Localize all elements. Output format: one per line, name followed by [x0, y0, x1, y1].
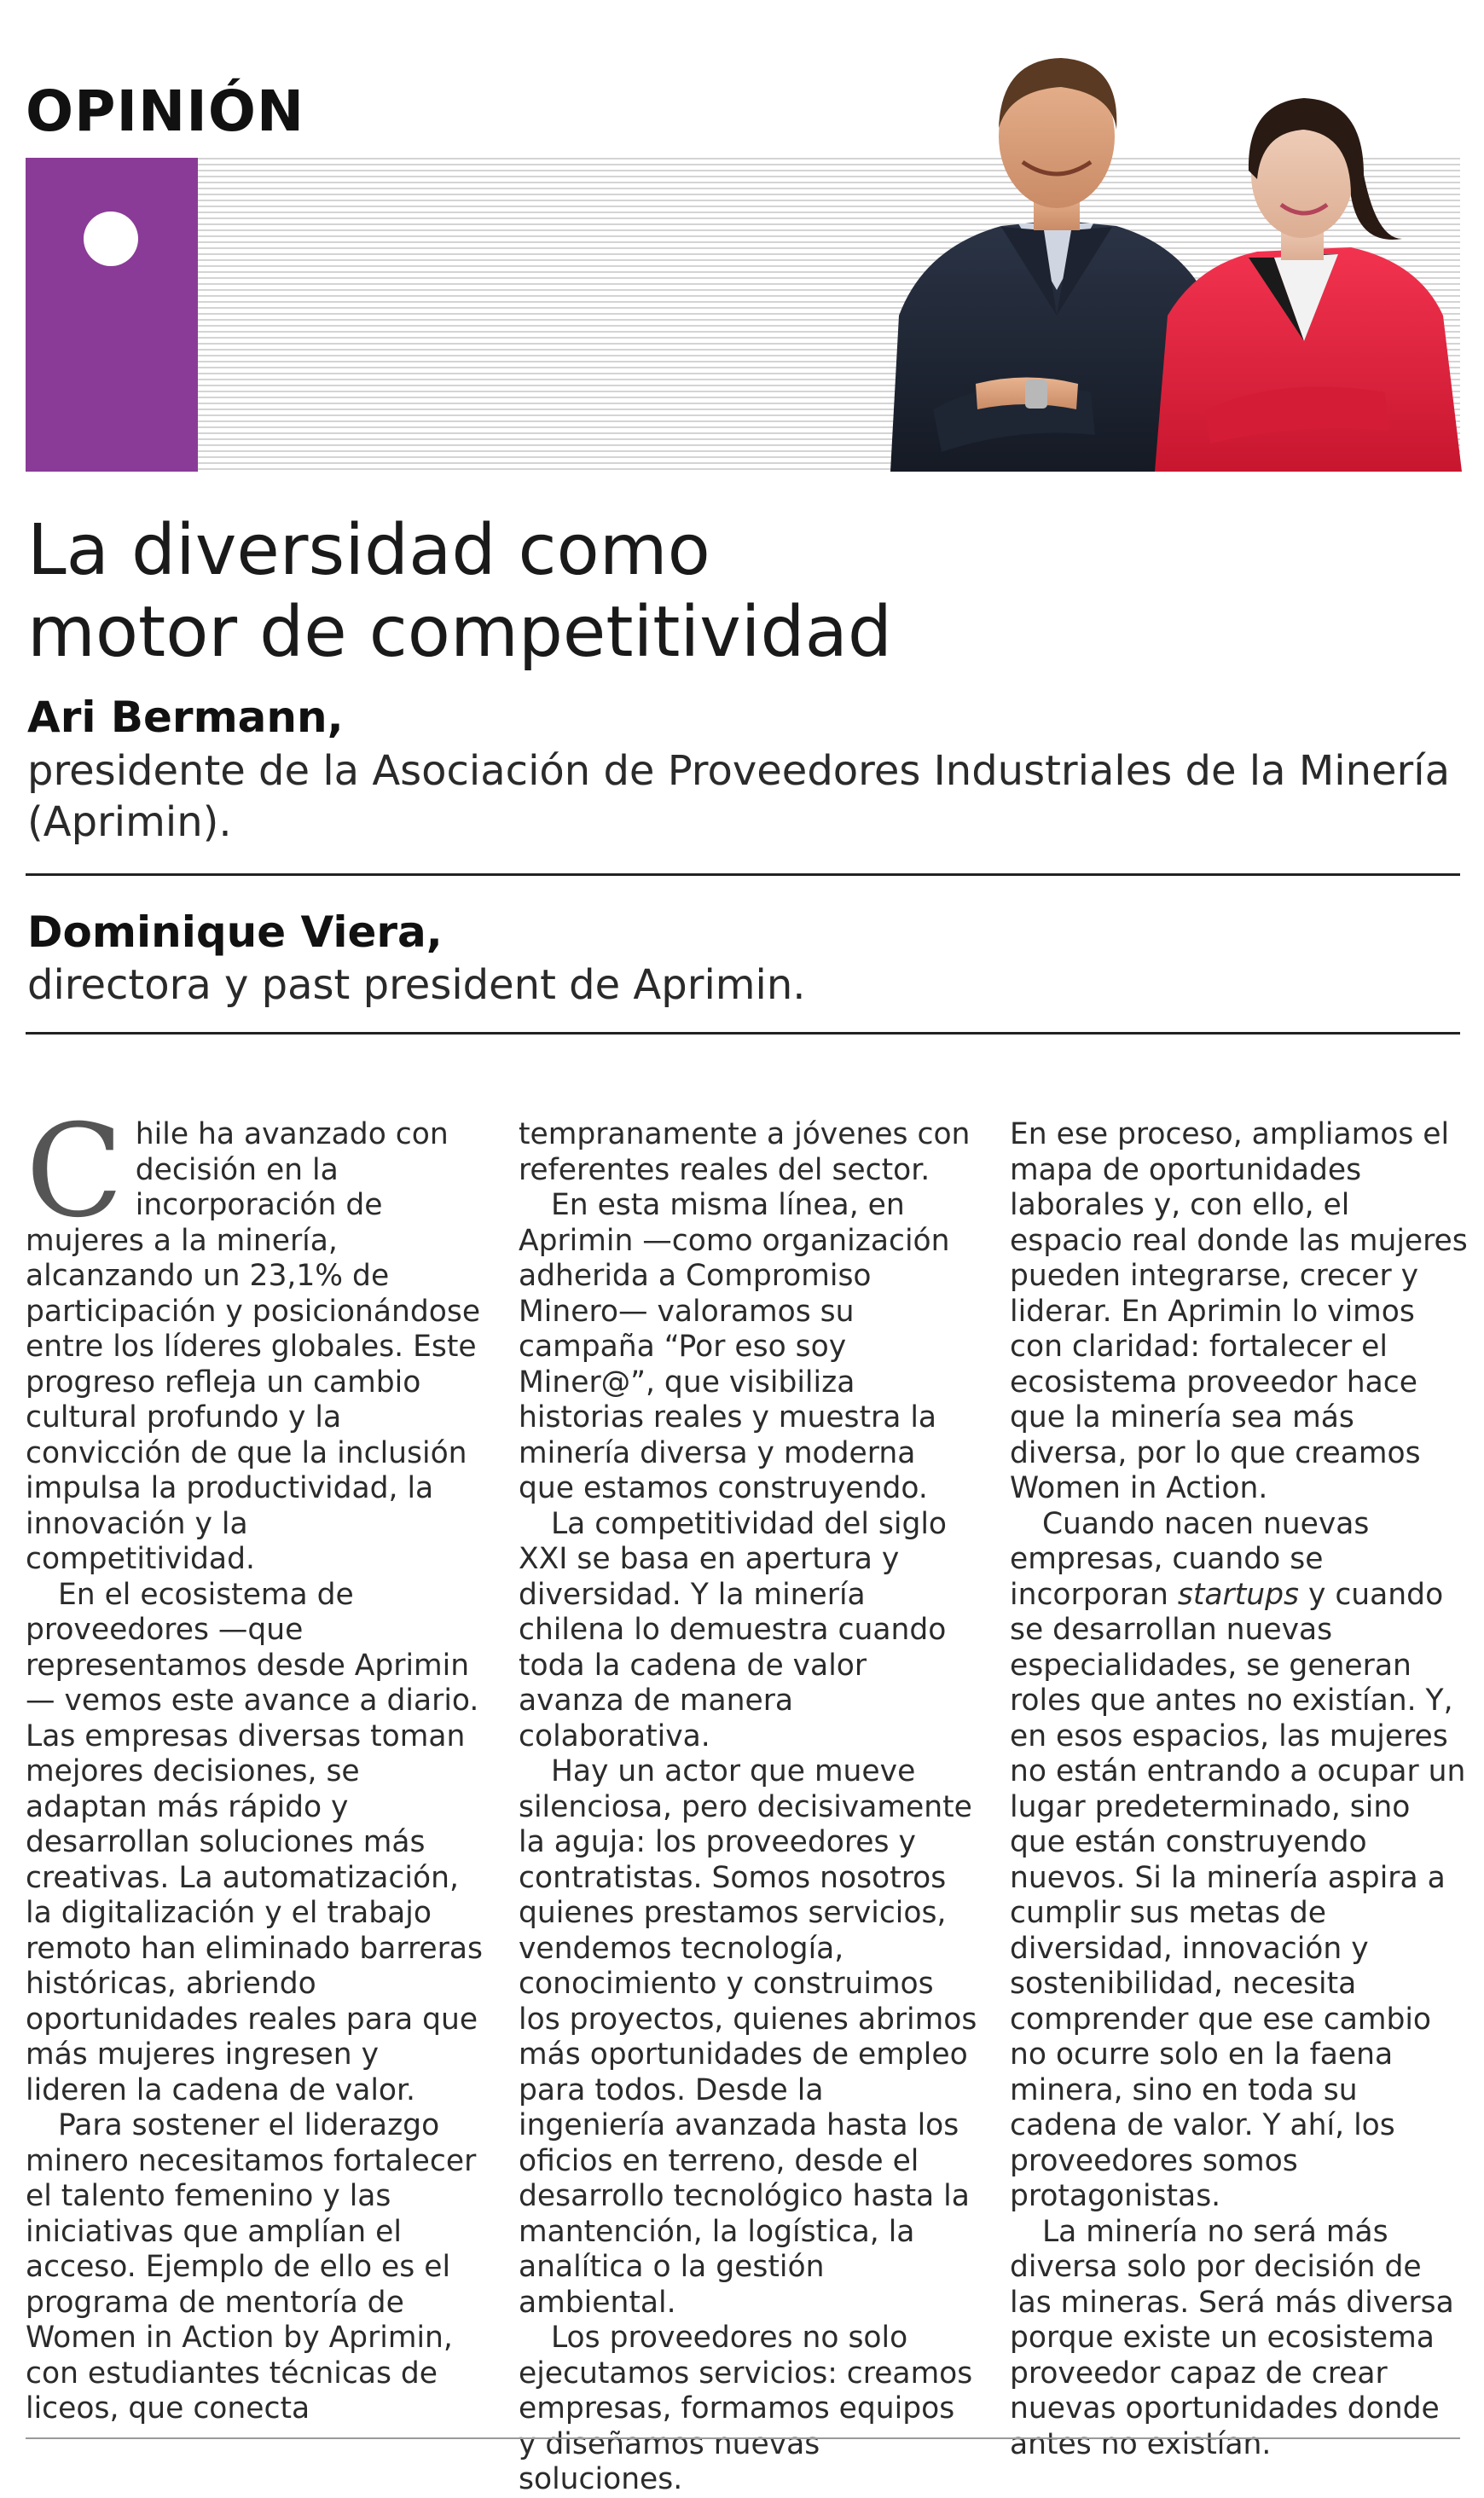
dot-icon — [84, 212, 138, 266]
page-bottom-rule — [26, 2437, 1460, 2439]
paragraph: Chile ha avanzado con decisión en la incorporación de mujeres a la minería, alcanzando un 23,1% de participación y posicionándose entre los líderes globales. Este progreso refleja un cambio cultural profundo y la convicción de que la inclusión impulsa la productividad, la innovación y la competitividad. — [26, 1098, 481, 1576]
section-color-block — [26, 158, 198, 472]
author-name-2: Dominique Viera, — [27, 907, 443, 957]
paragraph: tempranamente a jóvenes con referentes reales del sector. — [519, 1117, 971, 1187]
paragraph: Cuando nacen nuevas empresas, cuando se incorporan startups y cuando se desarrollan nuevas especialidades, se generan roles que antes no existían. Y, en esos espacios, las mujeres no están entrando a ocupar un lugar predeterminado, sino que están construyendo nuevos. Si la minería aspira a cumplir sus metas de diversidad, innovación y sostenibilidad, necesita comprender que ese cambio no ocurre solo en la faena minera, sino en toda su cadena de valor. Y ahí, los proveedores somos protagonistas. — [1010, 1506, 1466, 2213]
paragraph: En el ecosistema de proveedores —que representamos desde Aprimin— vemos este avance a diario. Las empresas diversas toman mejores decisiones, se adaptan más rápido y desarrollan soluciones más creativas. La automatización, la digitalización y el trabajo remoto han eliminado barreras históricas, abriendo oportunidades reales para que más mujeres ingresen y lideren la cadena de valor. — [26, 1577, 483, 2107]
author-role-1: presidente de la Asociación de Proveedores Industriales de la Minería (Aprimin). — [27, 747, 1450, 846]
drop-cap: C — [26, 1098, 124, 1246]
paragraph: Los proveedores no solo ejecutamos servicios: creamos empresas, formamos equipos y diseñamos nuevas soluciones. — [519, 2321, 973, 2496]
paragraph: Para sostener el liderazgo minero necesitamos fortalecer el talento femenino y las iniciativas que amplían el acceso. Ejemplo de ello es el programa de mentoría de Women in Action by Aprimin, con estudiantes técnicas de liceos, que conecta — [26, 2108, 477, 2426]
paragraph: La competitividad del siglo XXI se basa en apertura y diversidad. Y la minería chilena lo demuestra cuando toda la cadena de valor avanza de manera colaborativa. — [519, 1506, 948, 1753]
article-column-2 — [519, 1117, 979, 2498]
paragraph: En esta misma línea, en Aprimin —como organización adherida a Compromiso Minero— valoramos su campaña “Por eso soy Miner@”, que visibiliza historias reales y muestra la minería diversa y moderna que estamos construyendo. — [519, 1188, 950, 1505]
article-column-1 — [26, 1098, 486, 2427]
paragraph: Hay un actor que mueve silenciosa, pero decisivamente la aguja: los proveedores y contratistas. Somos nosotros quienes prestamos servicios, vendemos tecnología, conocimiento y construimos los proyectos, quienes abrimos más oportunidades de empleo para todos. Desde la ingeniería avanzada hasta los oficios en terreno, desde el desarrollo tecnológico hasta la mantención, la logística, la analítica o la gestión ambiental. — [519, 1754, 977, 2320]
author-divider-1 — [26, 873, 1460, 876]
article-column-3 — [1010, 1117, 1470, 2462]
headline-line-1: La diversidad como — [27, 510, 710, 591]
section-label: OPINIÓN — [26, 78, 305, 144]
headline-line-2: motor de competitividad — [27, 592, 892, 673]
paragraph: En ese proceso, ampliamos el mapa de oportunidades laborales y, con ello, el espacio real donde las mujeres pueden integrarse, crecer y liderar. En Aprimin lo vimos con claridad: fortalecer el ecosistema proveedor hace que la minería sea más diversa, por lo que creamos Women in Action. — [1010, 1117, 1468, 1505]
author-role-2: directora y past president de Aprimin. — [27, 961, 806, 1009]
headline — [27, 510, 1136, 674]
author-portraits-photo — [873, 34, 1462, 472]
author-name-1: Ari Bermann, — [27, 693, 344, 742]
paragraph: La minería no será más diversa solo por decisión de las mineras. Será más diversa porque existe un ecosistema proveedor capaz de crear nuevas oportunidades donde antes no existían. — [1010, 2214, 1454, 2461]
author-divider-2 — [26, 1032, 1460, 1035]
